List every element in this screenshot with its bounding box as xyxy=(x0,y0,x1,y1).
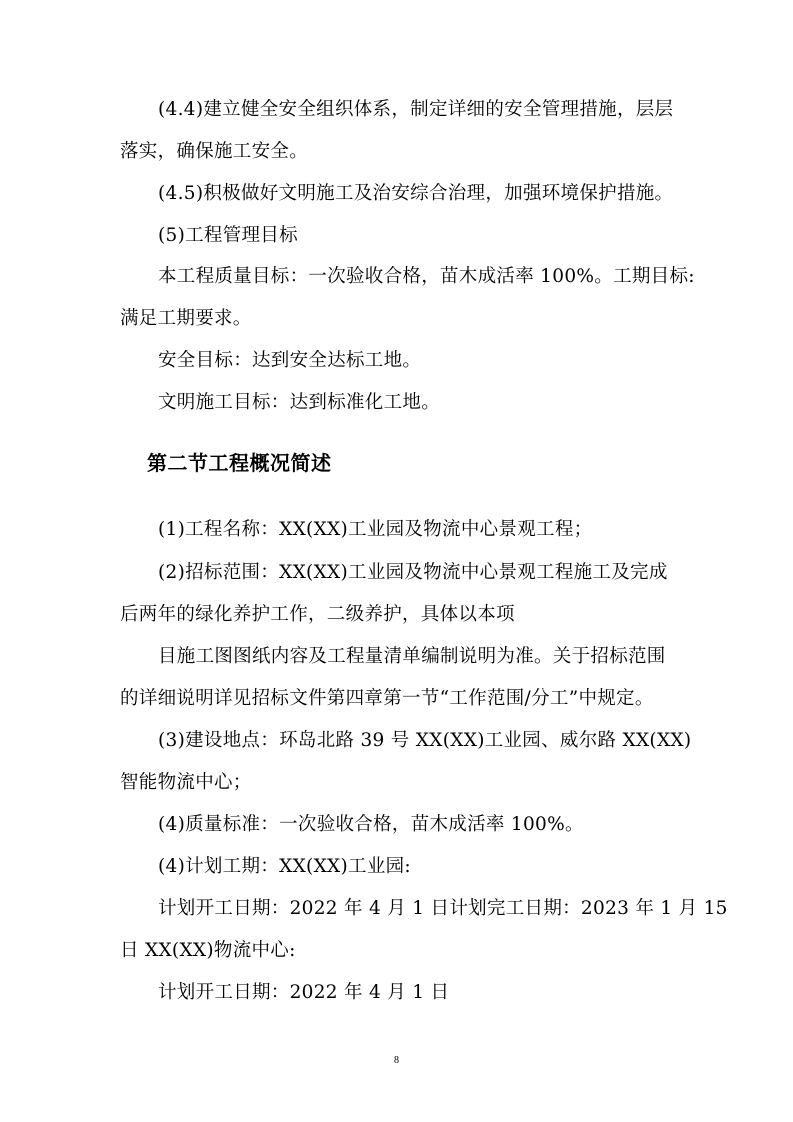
paragraph-line: 的详细说明详见招标文件第四章第一节“工作范围/分工”中规定。 xyxy=(120,688,654,709)
paragraph-line: 计划开工日期：2022 年 4 月 1 日 xyxy=(158,982,450,1003)
paragraph-line: 目施工图图纸内容及工程量清单编制说明为准。关于招标范围 xyxy=(158,646,666,667)
paragraph-line: 安全目标：达到安全达标工地。 xyxy=(158,350,422,371)
paragraph-line: 日 XX(XX)物流中心: xyxy=(120,940,296,961)
paragraph-line: 计划开工日期：2022 年 4 月 1 日计划完工日期：2023 年 1 月 15 xyxy=(158,898,728,919)
paragraph-line: 满足工期要求。 xyxy=(120,308,252,329)
paragraph-line: 落实，确保施工安全。 xyxy=(120,141,309,162)
paragraph-line: (4.5)积极做好文明施工及治安综合治理，加强环境保护措施。 xyxy=(158,183,674,204)
paragraph-line: (4)质量标准：一次验收合格，苗木成活率 100%。 xyxy=(158,814,584,835)
paragraph-line: (4)计划工期：XX(XX)工业园: xyxy=(158,856,411,877)
page-number: 8 xyxy=(394,1055,399,1066)
paragraph-line: (3)建设地点：环岛北路 39 号 XX(XX)工业园、威尔路 XX(XX) xyxy=(158,730,692,751)
paragraph-line: (5)工程管理目标 xyxy=(158,225,298,246)
paragraph-line: (2)招标范围：XX(XX)工业园及物流中心景观工程施工及完成 xyxy=(158,562,668,583)
paragraph-line: (1)工程名称：XX(XX)工业园及物流中心景观工程； xyxy=(158,519,593,540)
paragraph-line: 本工程质量目标：一次验收合格，苗木成活率 100%。工期目标: xyxy=(158,266,695,287)
paragraph-line: 文明施工目标：达到标准化工地。 xyxy=(158,392,441,413)
paragraph-line: (4.4)建立健全安全组织体系，制定详细的安全管理措施，层层 xyxy=(158,99,674,120)
paragraph-line: 后两年的绿化养护工作，二级养护，具体以本项 xyxy=(120,604,515,625)
paragraph-line: 智能物流中心； xyxy=(120,772,252,793)
section-heading: 第二节工程概况简述 xyxy=(147,451,332,475)
